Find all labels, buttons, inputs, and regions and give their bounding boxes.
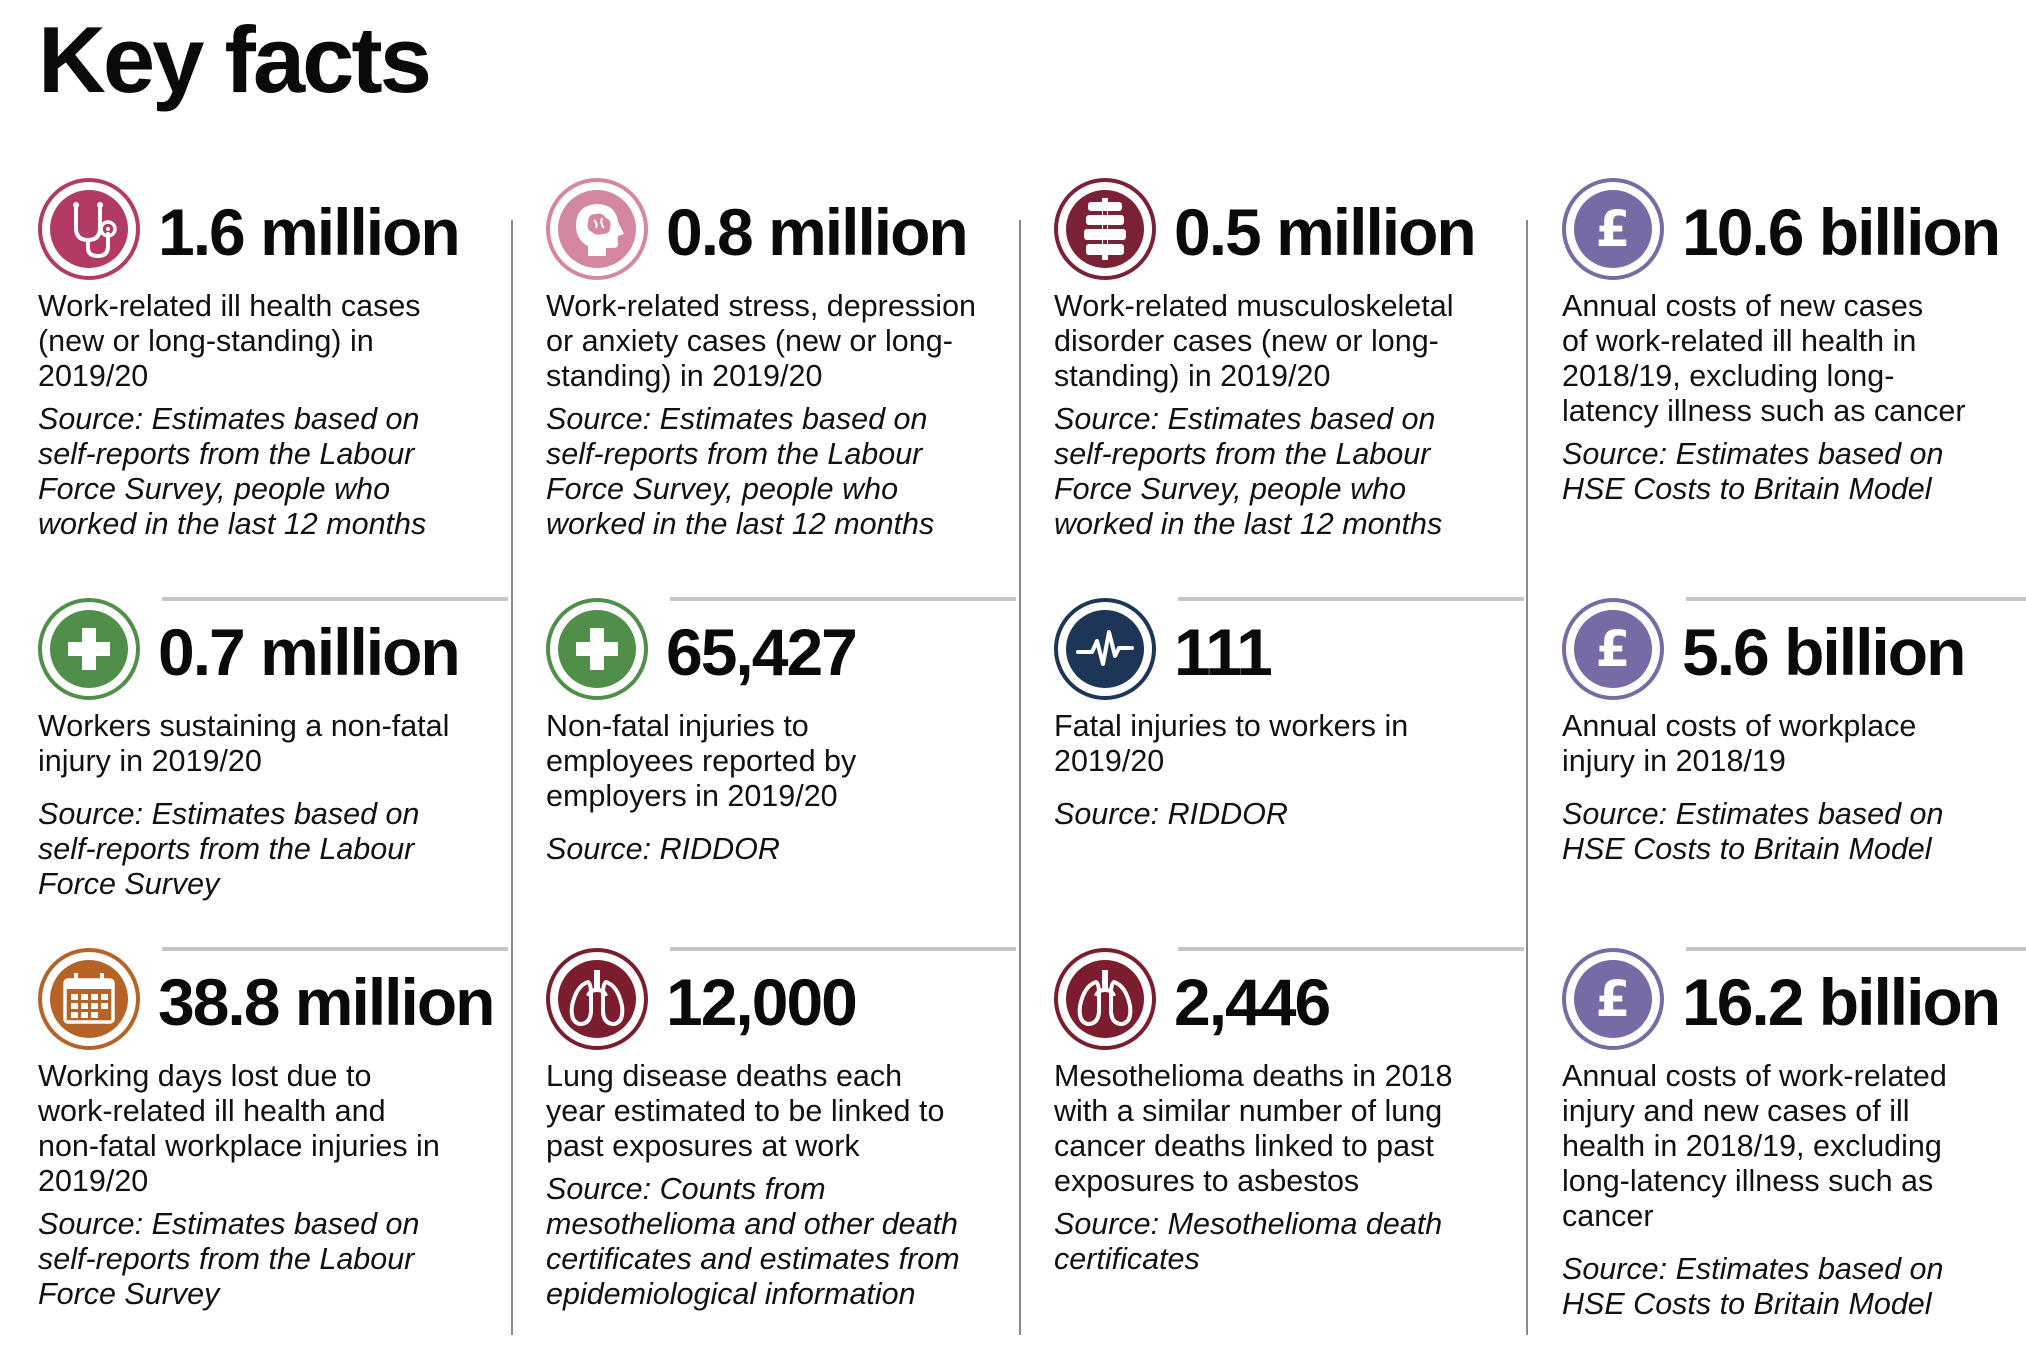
fact-value: 65,427 (666, 615, 856, 689)
fact-value: 12,000 (666, 965, 856, 1039)
fact-source: Source: Estimates based on self-reports from the Labour Force Survey (38, 797, 420, 901)
fact-source: Source: Estimates based on self-reports from the Labour Force Survey (38, 1207, 420, 1311)
fact-description: Work-related ill health cases (new or long-standing) in 2019/20 (38, 289, 421, 393)
fact-description: Work-related musculoskeletal disorder cases (new or long- standing) in 2019/20 (1054, 289, 1454, 393)
head-icon (546, 178, 648, 280)
fact-description: Workers sustaining a non-fatal injury in 2019/20 (38, 709, 450, 778)
fact-description: Fatal injuries to workers in 2019/20 (1054, 709, 1409, 778)
fact-value: 0.8 million (666, 195, 967, 269)
fact-value: 1.6 million (158, 195, 459, 269)
fact-source: Source: Mesothelioma death certificates (1054, 1207, 1443, 1276)
column-divider (1526, 220, 1528, 1335)
fact-source: Source: Estimates based on self-reports from the Labour Force Survey, people who worked in the last 12 months (38, 402, 427, 541)
card-top-rule (670, 947, 1016, 951)
spine-icon (1054, 178, 1156, 280)
svg-text:£: £ (1595, 970, 1631, 1028)
fact-description: Working days lost due to work-related ill health and non-fatal workplace injuries in 2019/20 (38, 1059, 440, 1198)
fact-value: 2,446 (1174, 965, 1330, 1039)
pound-icon (1562, 948, 1664, 1050)
card-top-rule (1686, 597, 2026, 601)
page-title: Key facts (38, 7, 429, 112)
card-top-rule (1686, 947, 2026, 951)
fact-source: Source: Estimates based on HSE Costs to Britain Model (1562, 797, 1944, 866)
fact-source: Source: RIDDOR (546, 832, 780, 866)
column-divider (1019, 220, 1021, 1335)
svg-text:£: £ (1595, 620, 1631, 678)
fact-value: 16.2 billion (1682, 965, 2000, 1039)
fact-description: Annual costs of new cases of work-related ill health in 2018/19, excluding long- latency illness such as cancer (1562, 289, 1966, 428)
svg-text:£: £ (1595, 200, 1631, 258)
card-top-rule (670, 597, 1016, 601)
first-aid-cross-icon (546, 598, 648, 700)
fact-value: 0.5 million (1174, 195, 1475, 269)
fact-description: Lung disease deaths each year estimated to be linked to past exposures at work (546, 1059, 945, 1163)
fact-description: Mesothelioma deaths in 2018 with a similar number of lung cancer deaths linked to past exposures to asbestos (1054, 1059, 1453, 1198)
card-top-rule (162, 597, 508, 601)
card-top-rule (1178, 947, 1524, 951)
fact-source: Source: Estimates based on self-reports from the Labour Force Survey, people who worked in the last 12 months (1054, 402, 1443, 541)
fact-description: Work-related stress, depression or anxiety cases (new or long- standing) in 2019/20 (546, 289, 976, 393)
fact-description: Non-fatal injuries to employees reported by employers in 2019/20 (546, 709, 857, 813)
fact-source: Source: Estimates based on self-reports from the Labour Force Survey, people who worked in the last 12 months (546, 402, 935, 541)
heartbeat-icon (1054, 598, 1156, 700)
fact-value: 111 (1174, 615, 1271, 689)
fact-source: Source: Estimates based on HSE Costs to Britain Model (1562, 437, 1944, 506)
stethoscope-icon (38, 178, 140, 280)
lungs-icon (546, 948, 648, 1050)
fact-value: 5.6 billion (1682, 615, 1965, 689)
card-top-rule (1178, 597, 1524, 601)
first-aid-cross-icon (38, 598, 140, 700)
fact-source: Source: Counts from mesothelioma and other death certificates and estimates from epidemiological information (546, 1172, 960, 1311)
pound-icon (1562, 598, 1664, 700)
calendar-icon (38, 948, 140, 1050)
fact-source: Source: Estimates based on HSE Costs to Britain Model (1562, 1252, 1944, 1321)
fact-value: 10.6 billion (1682, 195, 2000, 269)
column-divider (511, 220, 513, 1335)
fact-source: Source: RIDDOR (1054, 797, 1288, 831)
fact-value: 0.7 million (158, 615, 459, 689)
pound-icon (1562, 178, 1664, 280)
fact-value: 38.8 million (158, 965, 494, 1039)
card-top-rule (162, 947, 508, 951)
lungs-icon (1054, 948, 1156, 1050)
fact-description: Annual costs of work-related injury and new cases of ill health in 2018/19, excluding long-latency illness such as cancer (1562, 1059, 1947, 1233)
fact-description: Annual costs of workplace injury in 2018/19 (1562, 709, 1917, 778)
